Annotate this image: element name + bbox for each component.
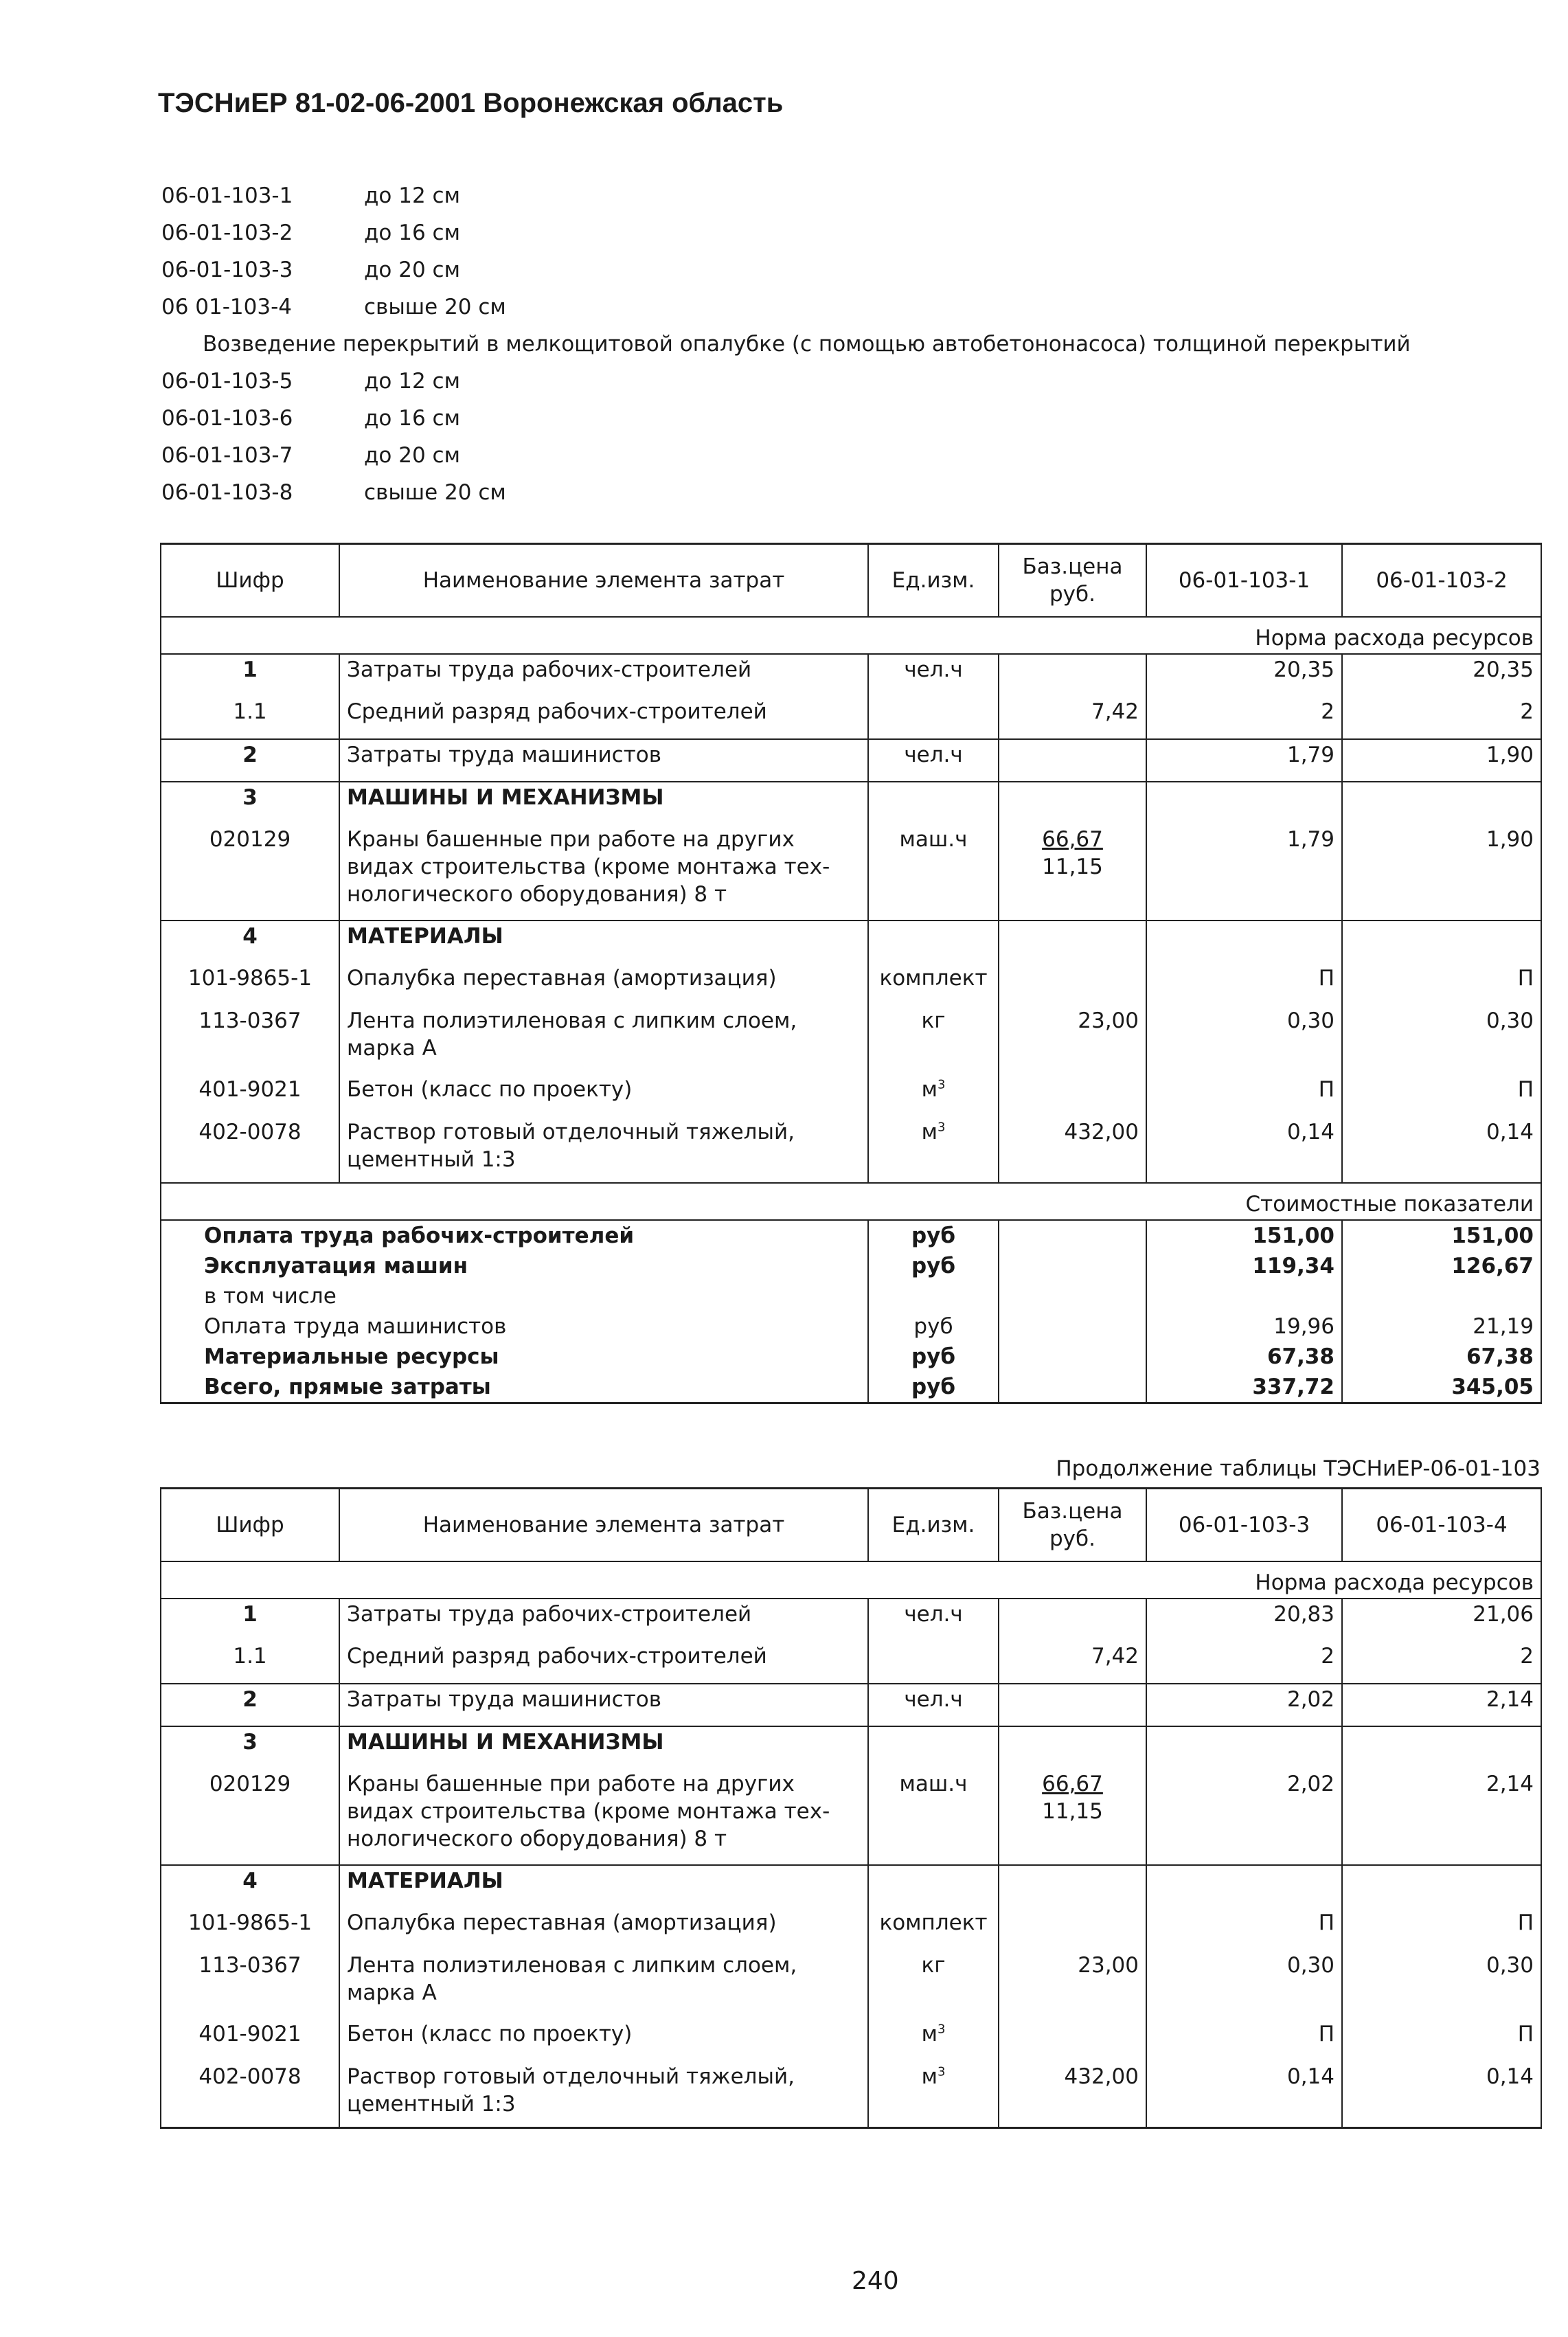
code-list	[161, 177, 1411, 511]
table-row: 113-0367 Лента полиэтиленовая с липким слоем, марка А кг 23,00 0,30 0,30	[161, 1006, 1541, 1074]
table-row: 113-0367 Лента полиэтиленовая с липким слоем, марка А кг 23,00 0,30 0,30	[161, 1950, 1541, 2019]
table-row: 401-9021 Бетон (класс по проекту) $м^3$ П П	[161, 1074, 1541, 1117]
norm-table-2	[160, 1487, 1542, 2129]
list-item: 06 01-103-4 свыше 20 см	[161, 295, 506, 319]
table-row: 1.1 Средний разряд рабочих-строителей 7,42 2 2	[161, 1641, 1541, 1684]
cost-row: Оплата труда рабочих-строителей руб 151,00 151,00	[161, 1220, 1541, 1251]
cost-row: Материальные ресурсы руб 67,38 67,38	[161, 1342, 1541, 1372]
table-header: Шифр Наименование элемента затрат Ед.изм. Баз.цена руб. 06-01-103-1 06-01-103-2	[161, 544, 1541, 618]
table-row: 3 МАШИНЫ И МЕХАНИЗМЫ	[161, 782, 1541, 824]
band-norm: Норма расхода ресурсов	[161, 617, 1541, 654]
table-row: 3 МАШИНЫ И МЕХАНИЗМЫ	[161, 1726, 1541, 1769]
continuation-note: Продолжение таблицы ТЭСНиЕР-06-01-103	[1056, 1456, 1541, 1481]
table-header: Шифр Наименование элемента затрат Ед.изм. Баз.цена руб. 06-01-103-3 06-01-103-4	[161, 1489, 1541, 1562]
table-row: 020129 Краны башенные при работе на других видах строительства (кроме монтажа тех- нологического оборудования) 8 т маш.ч 66,67 11,15 1,79 1,90	[161, 824, 1541, 921]
list-item: 06-01-103-6 до 16 см	[161, 406, 460, 431]
page-number: 240	[852, 2267, 899, 2295]
list-item: 06-01-103-7 до 20 см	[161, 443, 460, 468]
page-title: ТЭСНиЕР 81-02-06-2001 Воронежская область	[158, 88, 784, 118]
list-item: 06-01-103-8 свыше 20 см	[161, 480, 506, 505]
cost-row: в том числе	[161, 1281, 1541, 1311]
table-row: 402-0078 Раствор готовый отделочный тяжелый, цементный 1:3 $м^3$ 432,00 0,14 0,14	[161, 2062, 1541, 2127]
cost-row: Всего, прямые затраты руб 337,72 345,05	[161, 1372, 1541, 1403]
table-row: 4 МАТЕРИАЛЫ	[161, 921, 1541, 963]
table-row: 101-9865-1 Опалубка переставная (амортизация) комплект П П	[161, 963, 1541, 1006]
cost-row: Эксплуатация машин руб 119,34 126,67	[161, 1251, 1541, 1281]
norm-table-1	[160, 543, 1542, 1404]
table-row: 101-9865-1 Опалубка переставная (амортизация) комплект П П	[161, 1908, 1541, 1950]
table-row: 1 Затраты труда рабочих-строителей чел.ч 20,83 21,06	[161, 1599, 1541, 1641]
cost-row: Оплата труда машинистов руб 19,96 21,19	[161, 1311, 1541, 1342]
list-item: 06-01-103-5 до 12 см	[161, 369, 460, 394]
band-norm: Норма расхода ресурсов	[161, 1561, 1541, 1599]
table-row: 4 МАТЕРИАЛЫ	[161, 1865, 1541, 1908]
list-item: 06-01-103-2 до 16 см	[161, 221, 460, 245]
table-row: 1 Затраты труда рабочих-строителей чел.ч 20,35 20,35	[161, 654, 1541, 697]
table-row: 2 Затраты труда машинистов чел.ч 2,02 2,14	[161, 1684, 1541, 1726]
list-item: 06-01-103-3 до 20 см	[161, 258, 460, 282]
table-row: 020129 Краны башенные при работе на других видах строительства (кроме монтажа тех- нологического оборудования) 8 т маш.ч 66,67 11,15 2,02 2,14	[161, 1769, 1541, 1865]
list-item: 06-01-103-1 до 12 см	[161, 183, 460, 208]
band-cost: Стоимостные показатели	[161, 1183, 1541, 1220]
list-subtitle: Возведение перекрытий в мелкощитовой опалубке (с помощью автобетононасоса) толщиной перекрытий	[203, 332, 1411, 357]
table-row: 1.1 Средний разряд рабочих-строителей 7,42 2 2	[161, 697, 1541, 739]
table-row: 2 Затраты труда машинистов чел.ч 1,79 1,90	[161, 739, 1541, 782]
table-row: 401-9021 Бетон (класс по проекту) $м^3$ П П	[161, 2019, 1541, 2062]
table-row: 402-0078 Раствор готовый отделочный тяжелый, цементный 1:3 $м^3$ 432,00 0,14 0,14	[161, 1117, 1541, 1183]
